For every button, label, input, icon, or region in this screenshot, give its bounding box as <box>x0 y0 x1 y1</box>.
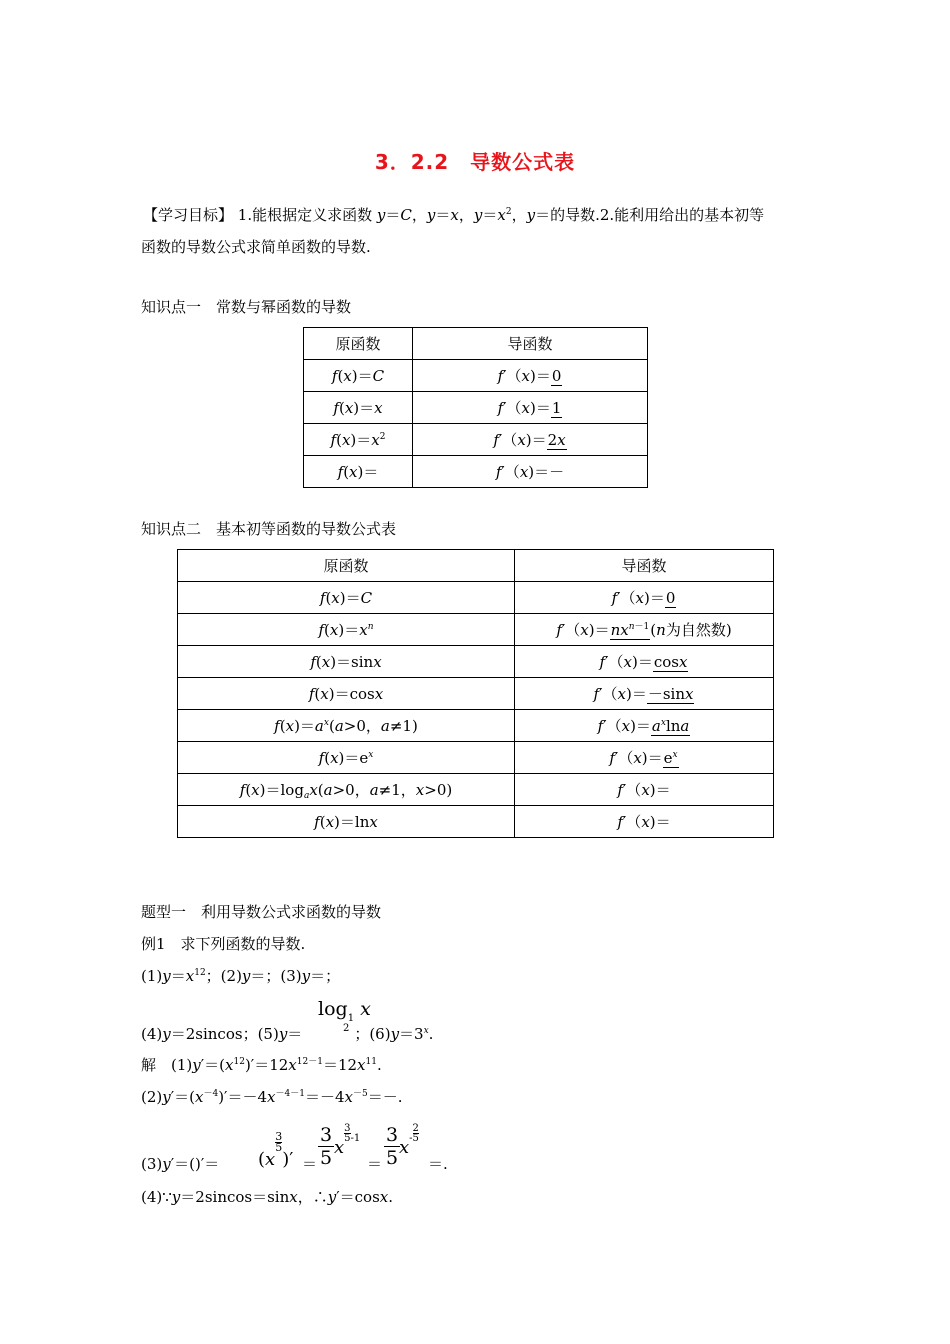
answer-blank: 2x <box>547 431 566 449</box>
learning-goal-label: 【学习目标】 <box>143 206 234 224</box>
orig-cell: f(x)＝x <box>304 392 413 424</box>
solution-3-power-term-2: x $^{\frac{3}{5} -1}$ <box>334 1123 361 1158</box>
table-row <box>178 678 774 710</box>
table-header-row <box>178 550 774 582</box>
deriv-cell: f′（x)＝ <box>515 806 774 838</box>
table-header-row <box>304 328 648 360</box>
fraction-three-fifths-b: 3 5 <box>386 1124 399 1169</box>
table-row <box>178 710 774 742</box>
solution-3-power-term: (x $^{\frac{3}{5}}$ )′ <box>258 1130 294 1170</box>
deriv-cell: f′（x)＝0 <box>515 582 774 614</box>
deriv-cell: f′（x)＝－ <box>413 456 648 488</box>
solution-3-power-term-3: $x^{- \frac{2}{5}}$ <box>399 1123 419 1158</box>
table-row <box>304 360 648 392</box>
solution-3-prefix: (3)y′＝()′＝ <box>141 1155 220 1173</box>
header-original: 原函数 <box>178 550 515 582</box>
table-row <box>178 806 774 838</box>
power-derivative-table <box>303 327 648 488</box>
table-row <box>304 424 648 456</box>
learning-goal-line-1: 【学习目标】 1.能根据定义求函数 y＝C，y＝x，$y=x^2$，y＝的导数.2.能利用给出的基本初等 <box>143 206 765 224</box>
table-row <box>304 456 648 488</box>
table-row <box>304 392 648 424</box>
log-base-denominator: 2 <box>343 1023 350 1034</box>
orig-cell: f(x)＝C <box>178 582 515 614</box>
deriv-cell: $f'(x)=e^x$ <box>515 742 774 774</box>
header-original: 原函数 <box>304 328 413 360</box>
deriv-cell: $f'(x)=nx^{n-1}(n$为自然数) <box>515 614 774 646</box>
solution-3-end: ＝. <box>428 1155 448 1173</box>
section2-heading: 知识点二 基本初等函数的导数公式表 <box>141 520 397 538</box>
learning-goal-text-a: 1.能根据定义求函数 <box>237 206 373 224</box>
solution-label: 解 <box>141 1056 157 1074</box>
orig-cell: f(x)＝ <box>304 456 413 488</box>
example-1-prompt: 例1 求下列函数的导数. <box>141 935 306 953</box>
orig-cell: $f(x)=\log_ax(a>0$，a≠1，x>0) <box>178 774 515 806</box>
answer-blank: 0 <box>551 367 562 385</box>
deriv-cell: $f'(x)=a^x\ln a$ <box>515 710 774 742</box>
section1-heading: 知识点一 常数与幂函数的导数 <box>141 298 352 316</box>
orig-cell: $f(x)=x^2$ <box>304 424 413 456</box>
orig-cell: $f(x)=x^n$ <box>178 614 515 646</box>
solution-2: $(2)y'=(x^{-4})'=-4x^{-4-1}=-4x^{-5}=-$. <box>141 1088 403 1106</box>
question-line-2: (4)y＝2sincos；(5)y＝ ；$(6)y=3^x$. <box>141 1025 434 1043</box>
answer-blank: 1 <box>551 399 562 417</box>
page-title: 3．2.2 导数公式表 <box>374 150 576 174</box>
equals-sign: ＝ <box>367 1155 383 1173</box>
deriv-cell: f′（x)＝cosx <box>515 646 774 678</box>
learning-goal-text-b: 的导数.2.能利用给出的基本初等 <box>550 206 765 224</box>
table-row <box>178 646 774 678</box>
orig-cell: f(x)＝lnx <box>178 806 515 838</box>
question-line-1: $(1)y=x^{12}$；(2)y＝；(3)y＝； <box>141 967 341 985</box>
orig-cell: f(x)＝cosx <box>178 678 515 710</box>
table-row <box>178 742 774 774</box>
table-row <box>178 582 774 614</box>
deriv-cell: f′（x)＝2x <box>413 424 648 456</box>
deriv-cell: f′（x)＝ <box>515 774 774 806</box>
type1-heading: 题型一 利用导数公式求函数的导数 <box>141 903 382 921</box>
fraction-three-fifths-a: 3 5 <box>320 1124 333 1169</box>
solution-1: 解 $(1)y'=(x^{12})'=12x^{12-1}=12x^{11}$. <box>141 1056 382 1074</box>
header-derivative: 导函数 <box>413 328 648 360</box>
table-row <box>178 774 774 806</box>
table-row <box>178 614 774 646</box>
deriv-cell: f′（x)＝－sinx <box>515 678 774 710</box>
header-derivative: 导函数 <box>515 550 774 582</box>
orig-cell: $f(x)=e^x$ <box>178 742 515 774</box>
orig-cell: $f(x)=a^x(a>0$，a≠1) <box>178 710 515 742</box>
elementary-derivative-table <box>177 549 774 838</box>
equals-sign: ＝ <box>302 1155 318 1173</box>
log-half-expression: $\log_1 x$ <box>318 998 371 1024</box>
solution-4: (4)∵y＝2sincos＝sinx，∴y′＝cosx. <box>141 1188 394 1206</box>
learning-goal-line-2: 函数的导数公式求简单函数的导数. <box>141 238 371 256</box>
deriv-cell: f′（x)＝1 <box>413 392 648 424</box>
orig-cell: f(x)＝sinx <box>178 646 515 678</box>
deriv-cell: f′（x)＝0 <box>413 360 648 392</box>
orig-cell: f(x)＝C <box>304 360 413 392</box>
